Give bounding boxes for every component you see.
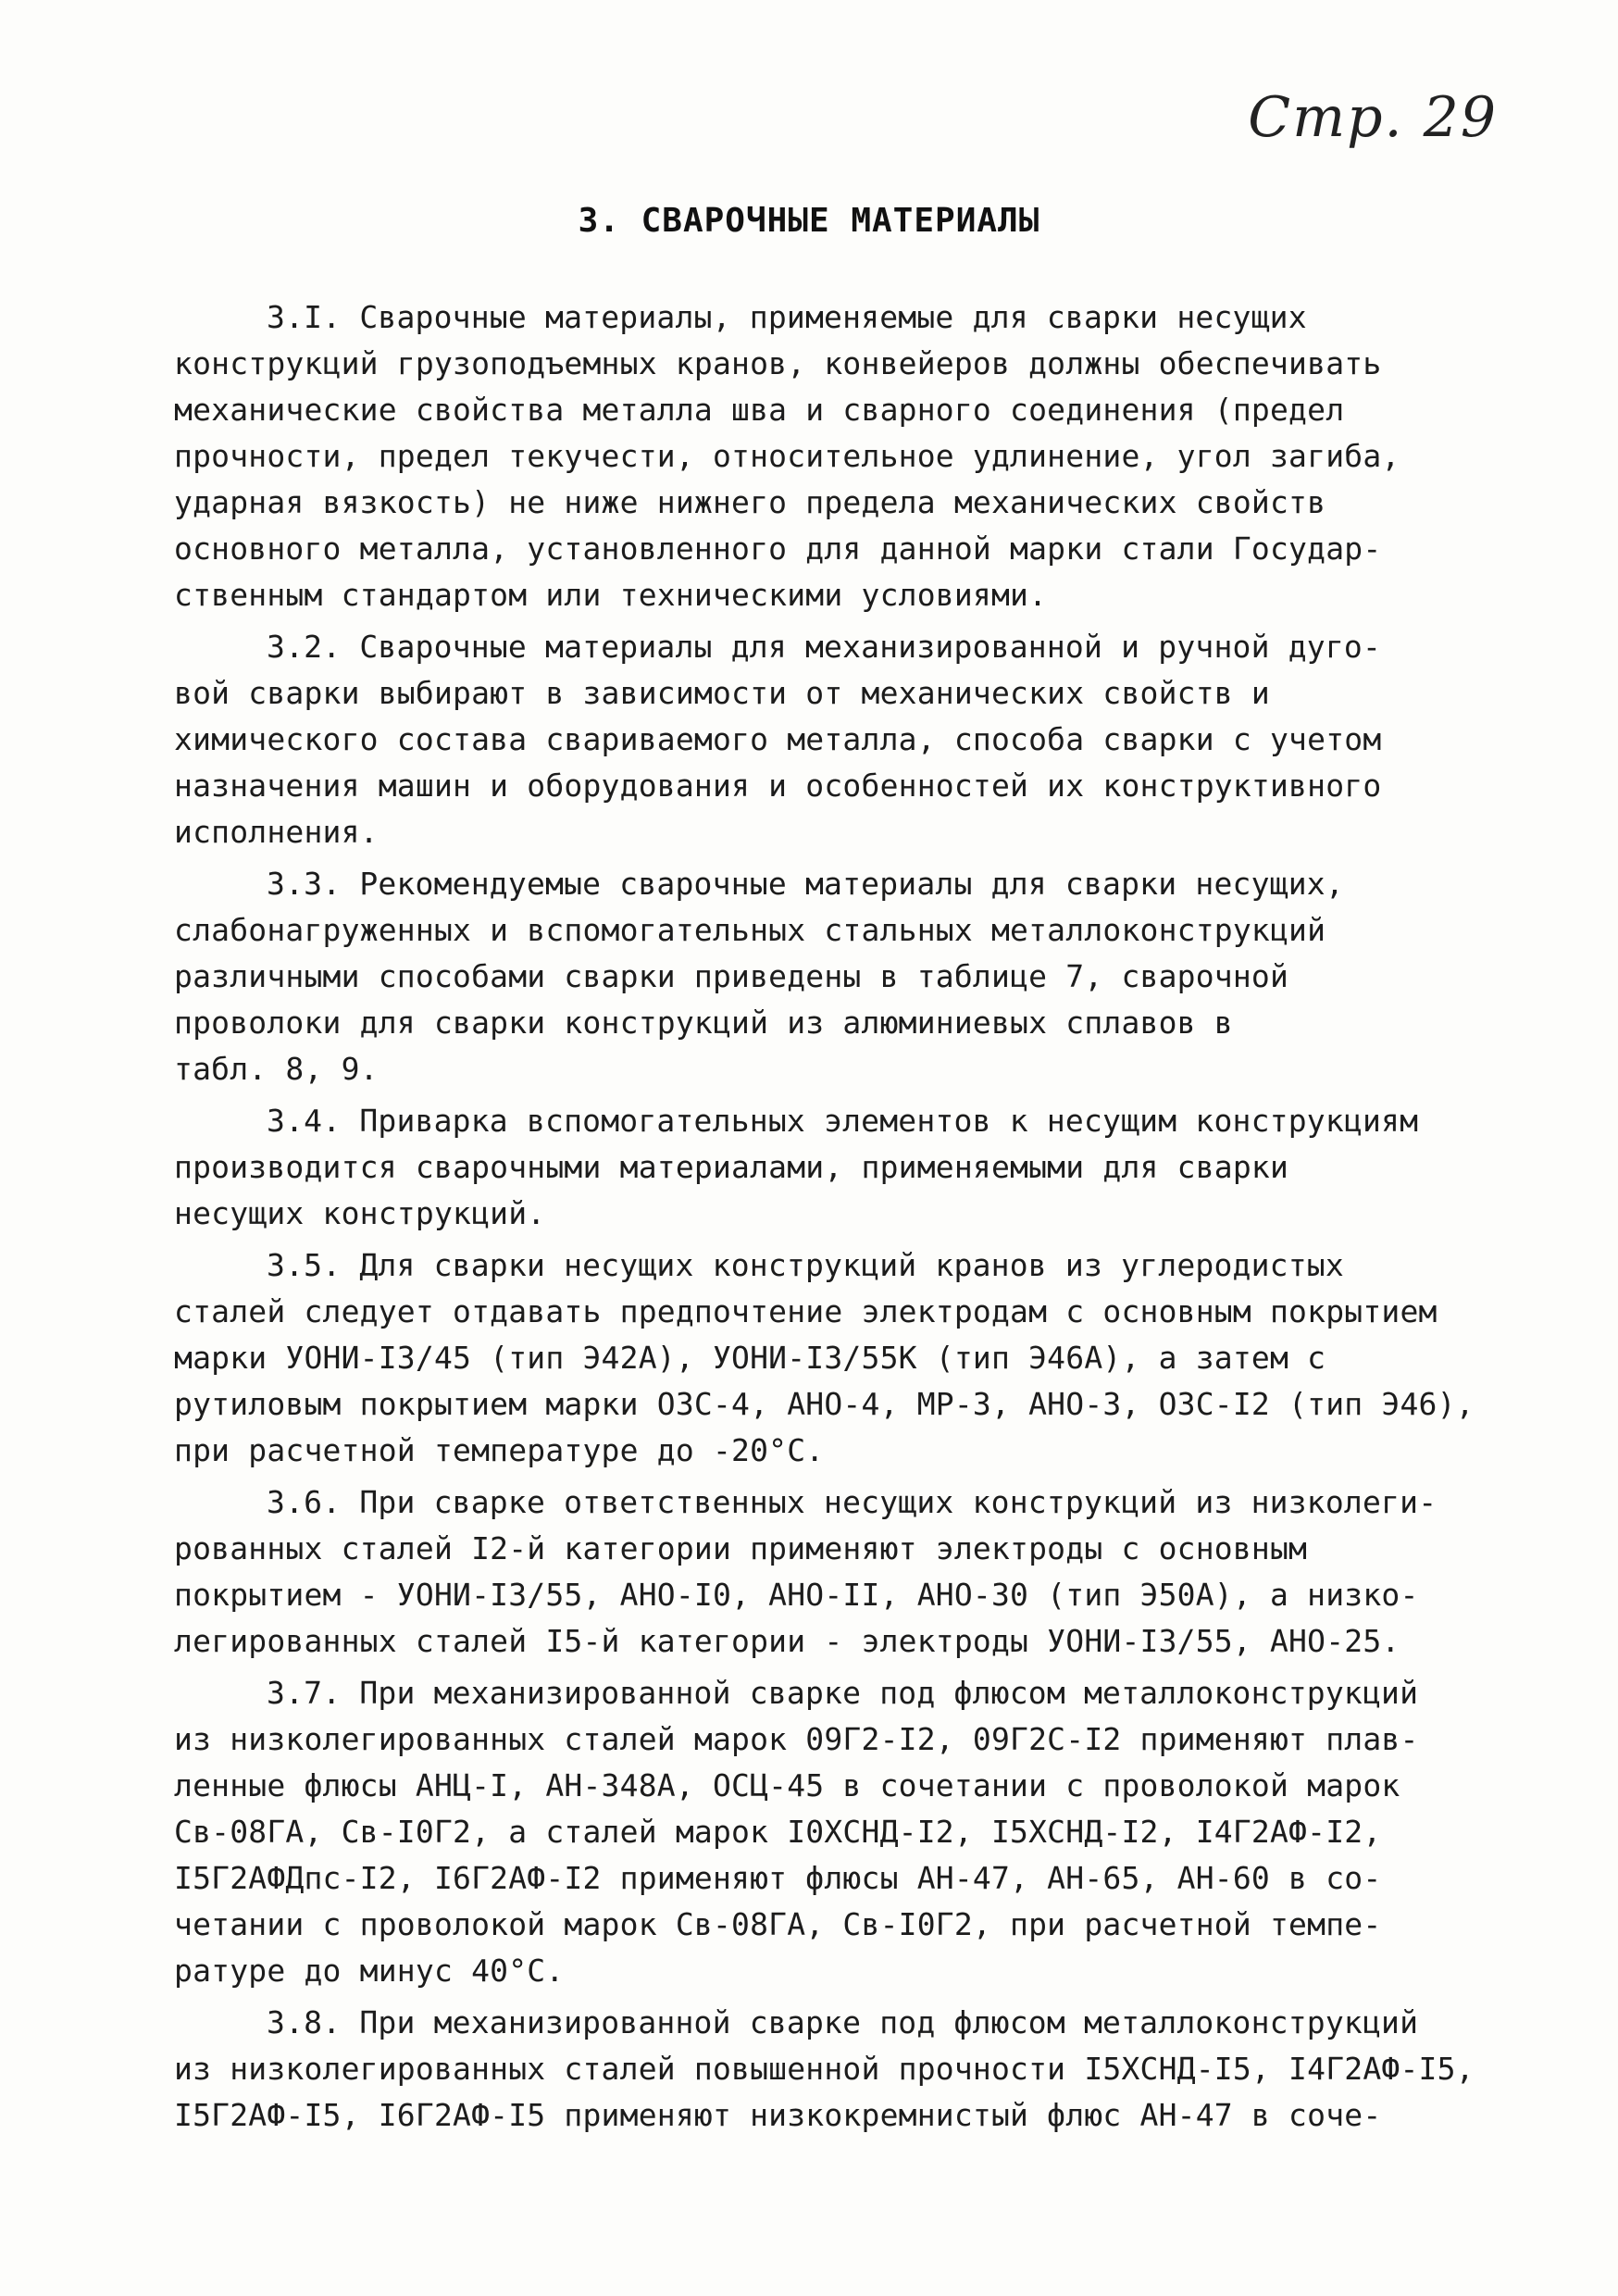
text-line: назначения машин и оборудования и особенностей их конструктивного	[174, 767, 1382, 804]
text-line: несущих конструкций.	[174, 1195, 546, 1231]
text-line: четании с проволокой марок Св-08ГА, Св-I0Г2, при расчетной темпе-	[174, 1906, 1382, 1942]
text-line: из низколегированных сталей марок 09Г2-I2, 09Г2С-I2 применяют плав-	[174, 1721, 1419, 1757]
text-line: сталей следует отдавать предпочтение электродам с основным покрытием	[174, 1293, 1438, 1329]
paragraph	[174, 2000, 1488, 2139]
text-line: конструкций грузоподъемных кранов, конвейеров должны обеспечивать	[174, 345, 1382, 381]
paragraph	[174, 294, 1488, 618]
text-line: ударная вязкость) не ниже нижнего предела механических свойств	[174, 484, 1326, 520]
text-line: марки УОНИ-I3/45 (тип Э42А), УОНИ-I3/55К (тип Э46А), а затем с	[174, 1340, 1326, 1376]
text-line: 3.6. При сварке ответственных несущих конструкций из низколеги-	[267, 1484, 1438, 1520]
text-line: химического состава свариваемого металла, способа сварки с учетом	[174, 721, 1382, 757]
text-line: при расчетной температуре до -20°С.	[174, 1432, 825, 1468]
text-line: I5Г2АФДпс-I2, I6Г2АФ-I2 применяют флюсы АН-47, АН-65, АН-60 в со-	[174, 1860, 1382, 1896]
document-body	[174, 294, 1488, 2144]
text-line: 3.8. При механизированной сварке под флюсом металлоконструкций	[267, 2004, 1419, 2040]
text-line: из низколегированных сталей повышенной прочности I5ХСНД-I5, I4Г2АФ-I5,	[174, 2051, 1475, 2087]
text-line: ленные флюсы АНЦ-I, АН-348А, ОСЦ-45 в сочетании с проволокой марок	[174, 1767, 1400, 1803]
text-line: вой сварки выбирают в зависимости от механических свойств и	[174, 675, 1270, 711]
text-line: рованных сталей I2-й категории применяют электроды с основным	[174, 1530, 1308, 1566]
paragraph	[174, 1242, 1488, 1474]
text-line: 3.I. Сварочные материалы, применяемые для сварки несущих	[267, 299, 1307, 335]
text-line: ратуре до минус 40°С.	[174, 1953, 565, 1989]
text-line: 3.4. Приварка вспомогательных элементов к несущим конструкциям	[267, 1103, 1419, 1139]
text-line: исполнения.	[174, 814, 379, 850]
text-line: проволоки для сварки конструкций из алюминиевых сплавов в	[174, 1004, 1233, 1041]
text-line: покрытием - УОНИ-I3/55, АНО-I0, АНО-II, АНО-30 (тип Э50А), а низко-	[174, 1577, 1419, 1613]
text-line: Св-08ГА, Св-I0Г2, а сталей марок I0ХСНД-I2, I5ХСНД-I2, I4Г2АФ-I2,	[174, 1814, 1382, 1850]
text-line: ственным стандартом или техническими условиями.	[174, 577, 1048, 613]
paragraph	[174, 861, 1488, 1092]
text-line: основного металла, установленного для данной марки стали Государ-	[174, 530, 1382, 567]
text-line: I5Г2АФ-I5, I6Г2АФ-I5 применяют низкокремнистый флюс АН-47 в соче-	[174, 2097, 1382, 2133]
text-line: 3.7. При механизированной сварке под флюсом металлоконструкций	[267, 1675, 1419, 1711]
text-line: прочности, предел текучести, относительное удлинение, угол загиба,	[174, 438, 1400, 474]
section-title: 3. СВАРОЧНЫЕ МАТЕРИАЛЫ	[578, 202, 1040, 240]
text-line: 3.2. Сварочные материалы для механизированной и ручной дуго-	[267, 629, 1382, 665]
paragraph	[174, 1670, 1488, 1994]
page-number: Стр. 29	[1248, 85, 1498, 150]
text-line: табл. 8, 9.	[174, 1051, 379, 1087]
text-line: легированных сталей I5-й категории - электроды УОНИ-I3/55, АНО-25.	[174, 1623, 1400, 1659]
text-line: производится сварочными материалами, применяемыми для сварки	[174, 1149, 1289, 1185]
paragraph	[174, 1479, 1488, 1665]
text-line: рутиловым покрытием марки ОЗС-4, АНО-4, МР-3, АНО-3, ОЗС-I2 (тип Э46),	[174, 1386, 1475, 1422]
paragraph	[174, 624, 1488, 855]
text-line: слабонагруженных и вспомогательных стальных металлоконструкций	[174, 912, 1326, 948]
paragraph	[174, 1098, 1488, 1237]
text-line: механические свойства металла шва и сварного соединения (предел	[174, 392, 1345, 428]
text-line: 3.3. Рекомендуемые сварочные материалы для сварки несущих,	[267, 866, 1344, 902]
text-line: 3.5. Для сварки несущих конструкций кранов из углеродистых	[267, 1247, 1344, 1283]
text-line: различными способами сварки приведены в таблице 7, сварочной	[174, 958, 1289, 994]
